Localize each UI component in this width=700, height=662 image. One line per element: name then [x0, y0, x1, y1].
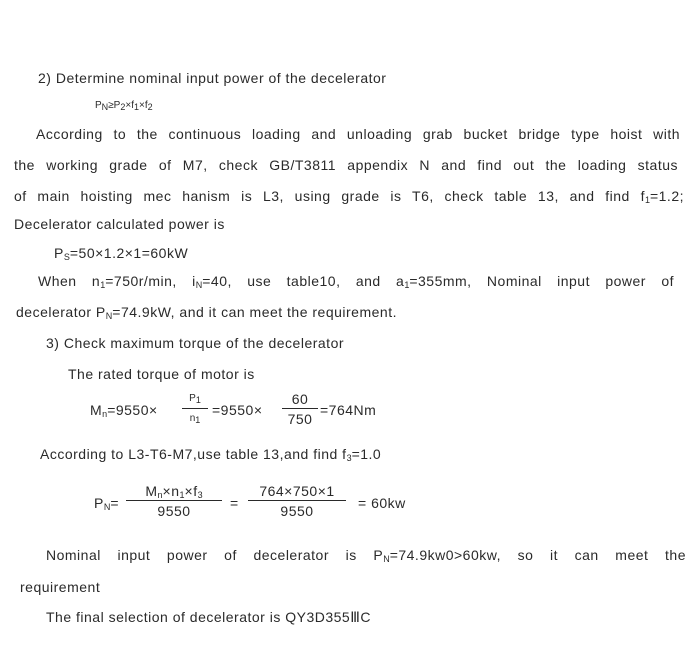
- paragraph-line-1: According to the continuous loading and unloading grab bucket bridge type hoist with: [36, 126, 680, 142]
- power-result: = 60kw: [358, 495, 406, 511]
- formula-nominal-power: PN≥P2×f1×f2: [95, 100, 153, 112]
- requirement-line: requirement: [20, 579, 101, 595]
- fraction-3-denominator: 9550: [157, 503, 191, 519]
- nominal-power-line: Nominal input power of decelerator is PN=74.9kw0>60kw, so it can meet the: [46, 547, 686, 564]
- final-selection-line: The final selection of decelerator is QY3D355ⅢC: [46, 609, 371, 625]
- fraction-4-numerator: 764×750×1: [259, 483, 335, 499]
- formula-calculated-power: PS=50×1.2×1=60kW: [54, 245, 189, 262]
- when-line-2: decelerator PN=74.9kW, and it can meet the requirement.: [16, 304, 397, 321]
- section-2-heading: 2) Determine nominal input power of the decelerator: [38, 70, 387, 86]
- fraction-4-bar: [248, 500, 346, 501]
- torque-result: =764Nm: [320, 402, 377, 418]
- paragraph-line-4: Decelerator calculated power is: [14, 216, 225, 232]
- fraction-2-numerator: 60: [291, 391, 309, 407]
- when-line-1: When n1=750r/min, iN=40, use table10, and a1=355mm, Nominal input power of: [38, 273, 674, 290]
- rated-torque-label: The rated torque of motor is: [68, 366, 255, 382]
- according-line: According to L3-T6-M7,use table 13,and find f3=1.0: [40, 446, 382, 463]
- section-3-heading: 3) Check maximum torque of the decelerator: [46, 335, 345, 351]
- fraction-1-bar: [182, 408, 208, 409]
- fraction-1-numerator: P1: [189, 393, 201, 405]
- fraction-1-denominator: n1: [189, 413, 201, 425]
- power-equals: =: [230, 495, 239, 511]
- fraction-4-denominator: 9550: [280, 503, 314, 519]
- fraction-2-denominator: 750: [287, 411, 313, 427]
- paragraph-line-3: of main hoisting mec hanism is L3, using grade is T6, check table 13, and find f1=1.2;: [14, 188, 684, 205]
- fraction-3-numerator: Mn×n1×f3: [145, 483, 203, 500]
- fraction-3-bar: [126, 500, 222, 501]
- torque-lhs: Mn=9550×: [90, 402, 158, 419]
- power-lhs: PN=: [94, 495, 120, 512]
- paragraph-line-2: the working grade of M7, check GB/T3811 appendix N and find out the loading status: [14, 157, 678, 173]
- torque-mid: =9550×: [212, 402, 263, 418]
- fraction-2-bar: [282, 408, 318, 409]
